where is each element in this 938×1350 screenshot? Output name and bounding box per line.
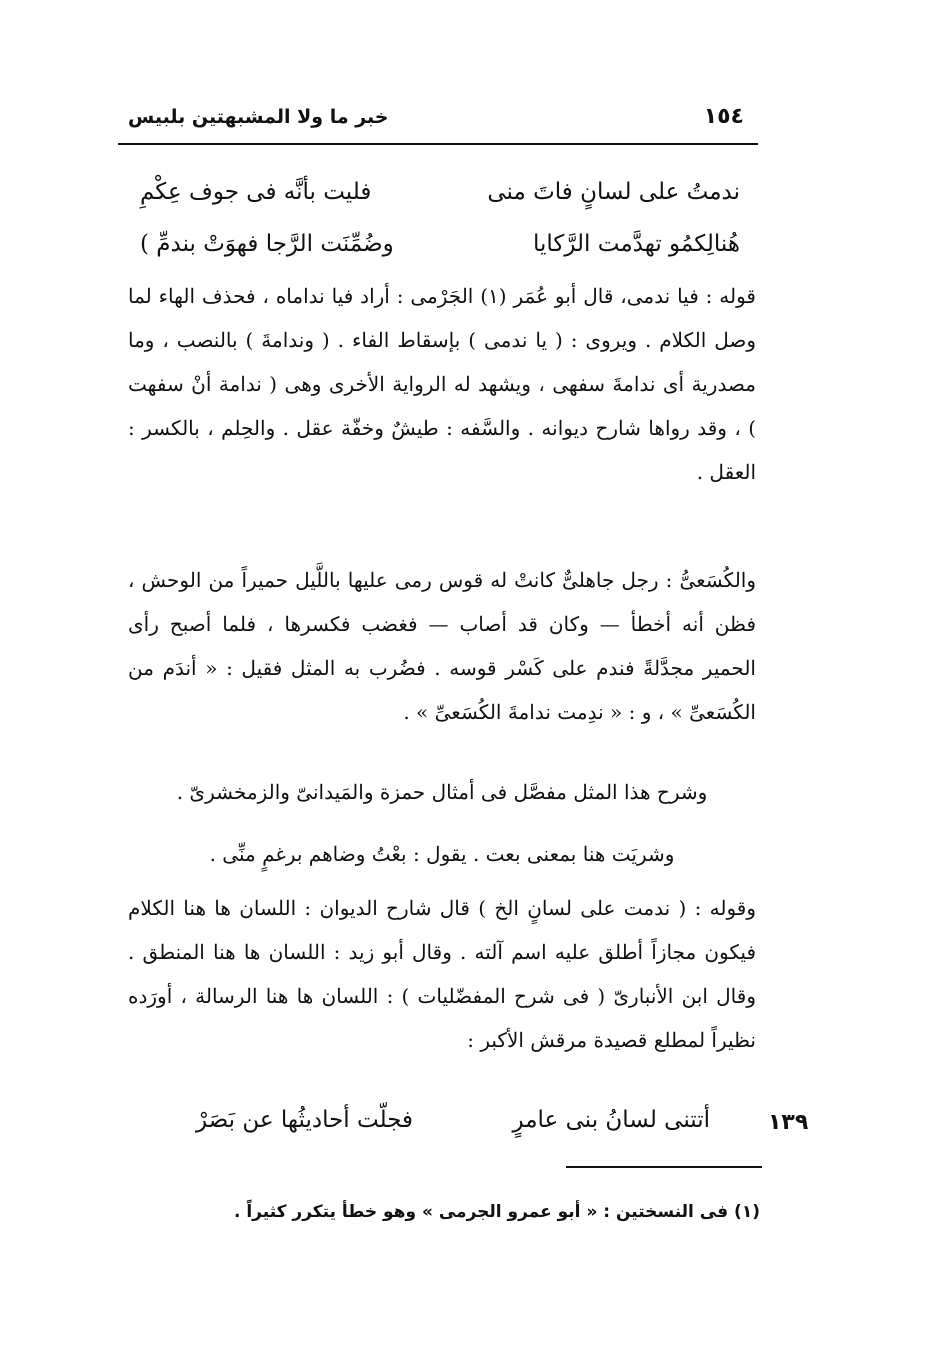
header-rule [118,143,758,145]
verse-2-first-hemistich: هُنالِكمُو تهدَّمت الرَّكايا [532,231,740,257]
paragraph-sharayt: وشريَت هنا بمعنى بعت . يقول : بعْتُ وضاهم برغمٍ منِّى . [209,842,675,866]
quoted-verse-second-hemistich: فجلّت أحاديثُها عن بَصَرْ [196,1107,414,1133]
footnote-rule [566,1166,762,1168]
verse-1-first-hemistich: ندمتُ على لسانٍ فاتَ منى [487,179,740,205]
margin-number: ١٣٩ [768,1110,809,1135]
running-title: خبر ما ولا المشبهتين بلبيس [128,106,389,128]
paragraph-lisan: وقوله : ( ندمت على لسانٍ الخ ) قال شارح الديوان : اللسان ها هنا الكلام فيكون مجازاً أطلق عليه اسم آلته . وقال أبو زيد : اللسان ها هنا المنطق . وقال ابن الأنبارىّ ( فى شرح المفضّليات ) : اللسان ها هنا الرسالة ، أورَده نظيراً لمطلع قصيدة مرقش الأكبر : [128,896,756,1052]
running-header [118,100,758,140]
paragraph-proverb-sources: وشرح هذا المثل مفصَّل فى أمثال حمزة والمَيدانىّ والزمخشرىّ . [176,780,708,804]
quoted-verse-first-hemistich: أتتنى لسانُ بنى عامرٍ [512,1107,710,1133]
verse-2-second-hemistich: وضُمِّنَت الرَّجا فهوَتْ بندمِّ ) [140,231,394,257]
verse-line-1 [140,172,740,212]
quoted-verse [196,1100,710,1140]
paragraph-commentary: قوله : فيا ندمى، قال أبو عُمَر (١) الجَرْمى : أراد فيا نداماه ، فحذف الهاء لما وصل الكلام . ويروى : ( يا ندمى ) بإسقاط الفاء . ( وندامةَ ) بالنصب ، وما مصدرية أى ندامةَ سفهى ، ويشهد له الرواية الأخرى وهى ( ندامة أنْ سفهت ) ، وقد رواها شارح ديوانه . والسَّفه : طيشٌ وخفّة عقل . والحِلم ، بالكسر : العقل . [128,284,756,484]
page-number: ١٥٤ [703,104,744,129]
paragraph-kusai: والكُسَعىُّ : رجل جاهلىٌّ كانتْ له قوس رمى عليها باللَّيل حميراً من الوحش ، فظن أنه أخطأ — وكان قد أصاب — فغضب فكسرها ، فلما أصبح رأى الحمير مجدَّلةً فندم على كَسْر قوسه . فضُرب به المثل فقيل : « أندَم من الكُسَعىِّ » ، و : « ندِمت ندامةَ الكُسَعىِّ » . [128,568,757,724]
verse-line-2 [140,224,740,264]
footnote: (١) فى النسختين : « أبو عمرو الجرمى » وهو خطأ يتكرر كثيراً . [233,1202,760,1222]
verse-1-second-hemistich: فليت بأنَّه فى جوف عِكْمِ [140,179,372,205]
